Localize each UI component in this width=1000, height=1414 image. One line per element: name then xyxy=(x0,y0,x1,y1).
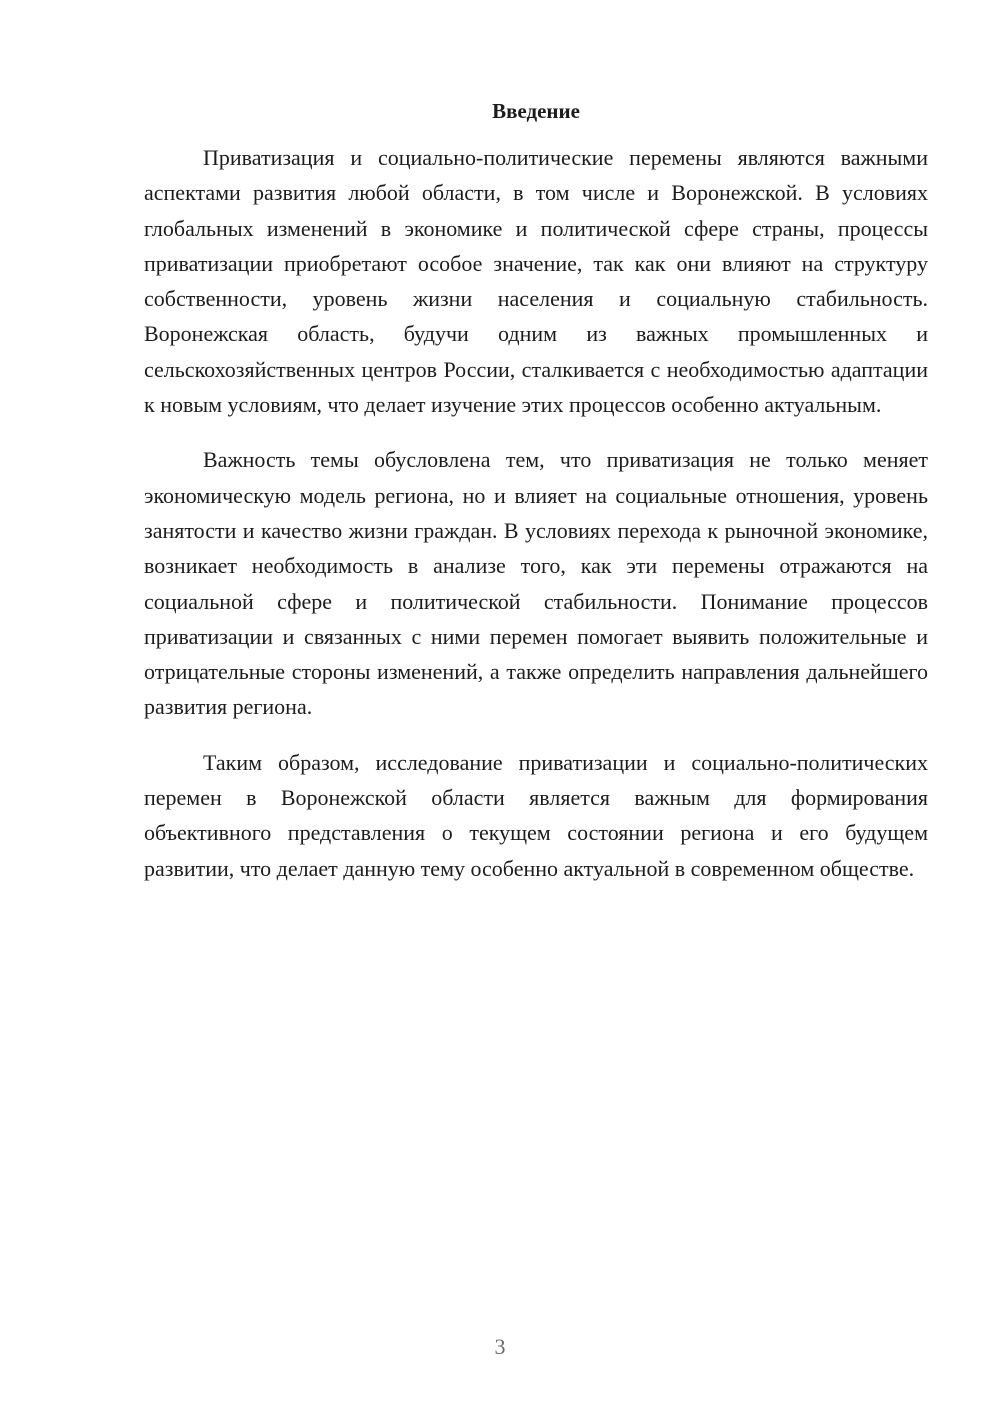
section-heading: Введение xyxy=(492,99,580,123)
paragraph-3: Таким образом, исследование приватизации и социально-политических перемен в Воронежской области является важным для формирования объективного представления о текущем состоянии региона и его будущем развитии, что делает данную тему особенно актуальной в современном обществе. xyxy=(144,749,928,881)
paragraph-1: Приватизация и социально-политические перемены являются важными аспектами развития любой области, в том числе и Воронежской. В условиях глобальных изменений в экономике и политической сфере страны, процессы приватизации приобретают особое значение, так как они влияют на структуру собственности, уровень жизни населения и социальную стабильность. Воронежская область, будучи одним из важных промышленных и сельскохозяйственных центров России, сталкивается с необходимостью адаптации к новым условиям, что делает изучение этих процессов особенно актуальным. xyxy=(144,145,928,418)
page-number: 3 xyxy=(494,1334,506,1359)
page-content xyxy=(144,96,928,906)
paragraph-2: Важность темы обусловлена тем, что приватизация не только меняет экономическую модель региона, но и влияет на социальные отношения, уровень занятости и качество жизни граждан. В условиях перехода к рыночной экономике, возникает необходимость в анализе того, как эти перемены отражаются на социальной сфере и политической стабильности. Понимание процессов приватизации и связанных с ними перемен помогает выявить положительные и отрицательные стороны изменений, а также определить направления дальнейшего развития региона. xyxy=(144,447,928,720)
